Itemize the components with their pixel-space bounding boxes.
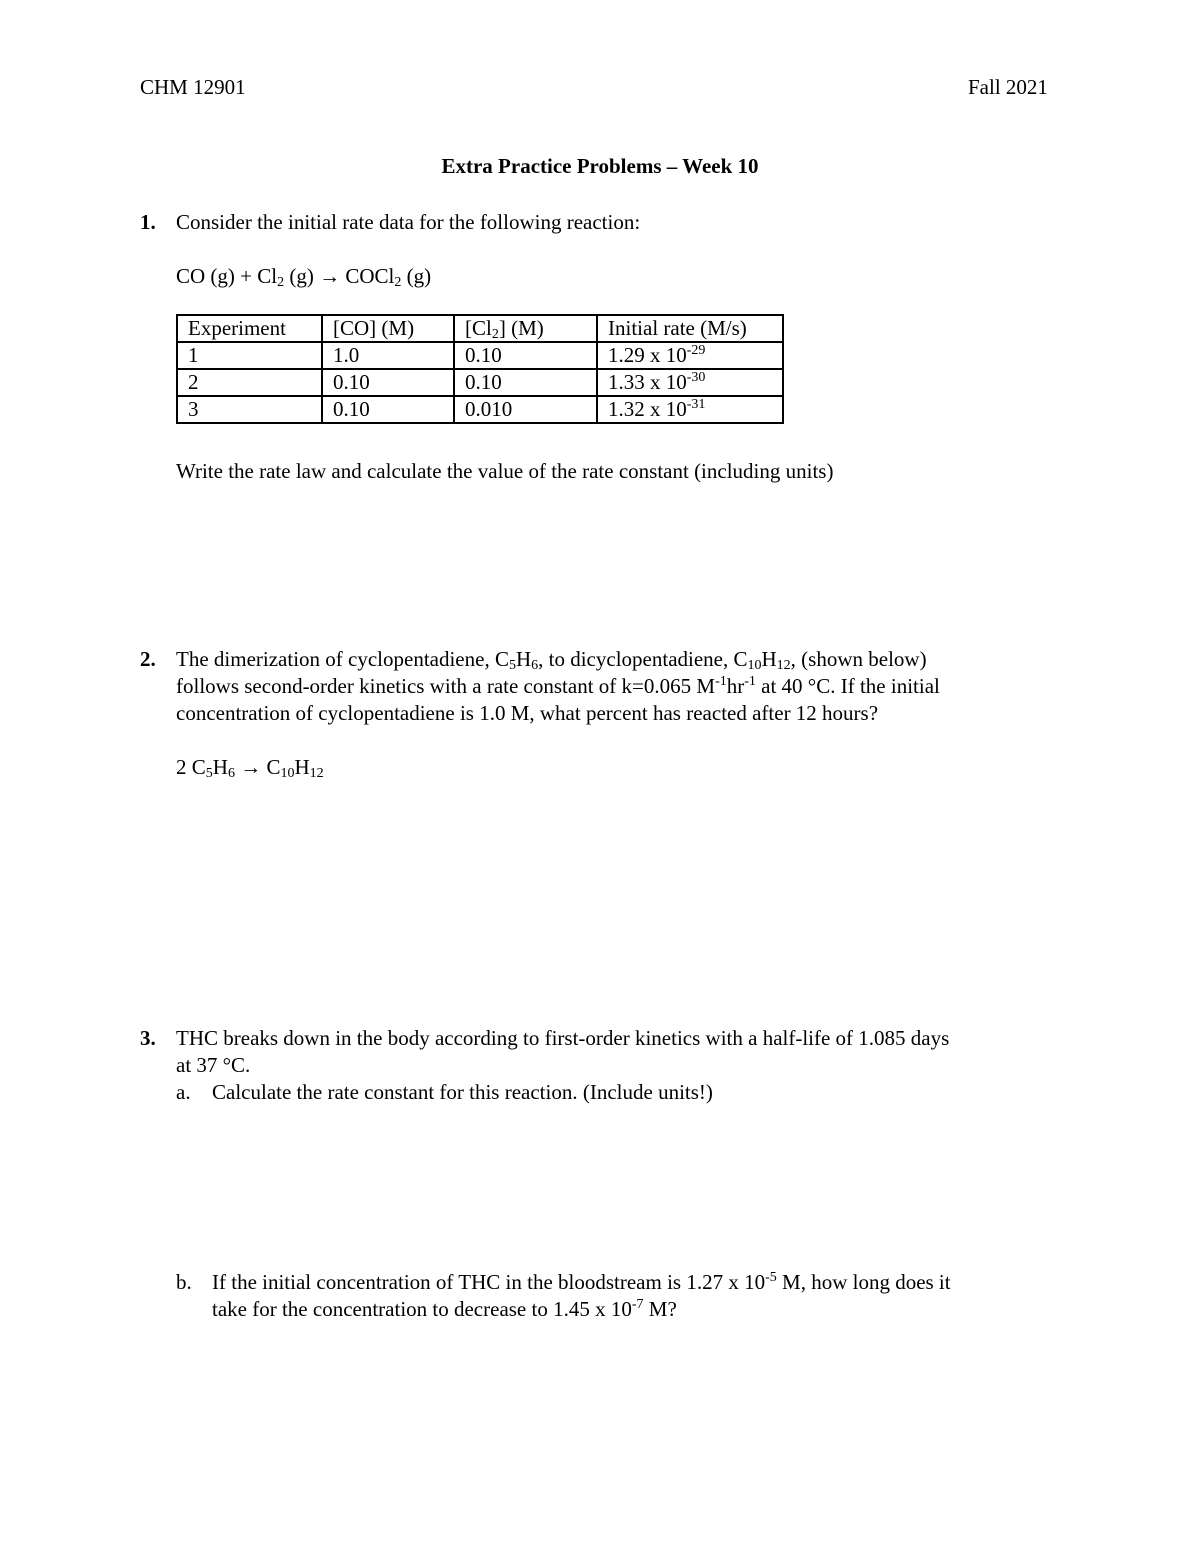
eq-subscript: 6 xyxy=(227,766,235,781)
question-3b-line-1 xyxy=(212,1269,951,1296)
eq-subscript: 2 xyxy=(277,275,285,290)
eq-part: C xyxy=(266,755,281,779)
text-part: take for the concentration to decrease to 1.45 x 10 xyxy=(212,1297,632,1321)
eq-subscript: 10 xyxy=(280,766,295,781)
table-header-row xyxy=(177,315,783,342)
text-part: M, how long does it xyxy=(776,1270,951,1294)
rate-mantissa: 1.33 x 10 xyxy=(608,370,687,394)
rate-exponent: -30 xyxy=(686,370,706,385)
text-part: H xyxy=(761,647,777,671)
cell-rate xyxy=(597,396,783,423)
rate-data-table xyxy=(176,314,784,424)
question-2-number: 2. xyxy=(140,647,156,671)
cell-rate xyxy=(597,342,783,369)
text-part: The dimerization of cyclopentadiene, C xyxy=(176,647,509,671)
eq-part: H xyxy=(212,755,228,779)
subscript: 5 xyxy=(508,658,516,673)
cell-experiment: 3 xyxy=(177,396,322,423)
rate-exponent: -31 xyxy=(686,397,706,412)
text-part: , (shown below) xyxy=(790,647,927,671)
rate-mantissa: 1.32 x 10 xyxy=(608,397,687,421)
text-part: If the initial concentration of THC in the bloodstream is 1.27 x 10 xyxy=(212,1270,766,1294)
page-title: Extra Practice Problems – Week 10 xyxy=(441,154,759,178)
question-2-line-3: concentration of cyclopentadiene is 1.0 M, what percent has reacted after 12 hours? xyxy=(176,701,879,725)
rate-mantissa: 1.29 x 10 xyxy=(608,343,687,367)
question-3a-label: a. xyxy=(176,1080,191,1104)
eq-part: CO (g) + Cl xyxy=(176,264,278,288)
question-1-prompt: Write the rate law and calculate the value of the rate constant (including units) xyxy=(176,459,834,483)
arrow-icon: → xyxy=(234,755,267,779)
cell-experiment: 2 xyxy=(177,369,322,396)
cell-co: 0.10 xyxy=(322,396,454,423)
cell-co: 0.10 xyxy=(322,369,454,396)
question-3-line-1: THC breaks down in the body according to first-order kinetics with a half-life of 1.085 days xyxy=(176,1026,950,1050)
question-3-number: 3. xyxy=(140,1026,156,1050)
course-code: CHM 12901 xyxy=(140,75,246,99)
text-part: at 40 °C. If the initial xyxy=(755,674,940,698)
header-rate: Initial rate (M/s) xyxy=(597,315,783,342)
cell-cl2: 0.10 xyxy=(454,369,597,396)
question-1-text: Consider the initial rate data for the following reaction: xyxy=(176,210,641,234)
header-cl2-sub: 2 xyxy=(491,327,499,342)
question-3b-line-2 xyxy=(212,1296,677,1323)
question-1-number: 1. xyxy=(140,210,156,234)
eq-part: COCl xyxy=(340,264,395,288)
text-part: H xyxy=(515,647,532,671)
eq-part: 2 C xyxy=(176,755,206,779)
eq-subscript: 12 xyxy=(309,766,324,781)
header-co: [CO] (M) xyxy=(322,315,454,342)
header-cl2-a: [Cl xyxy=(465,316,492,340)
question-1-equation xyxy=(176,263,431,290)
subscript: 10 xyxy=(747,658,762,673)
question-3-line-2: at 37 °C. xyxy=(176,1053,251,1077)
text-part: hr xyxy=(726,674,745,698)
header-experiment: Experiment xyxy=(177,315,322,342)
table-row xyxy=(177,342,783,369)
question-2-line-1 xyxy=(176,646,927,673)
superscript: -1 xyxy=(744,674,756,689)
question-2-equation xyxy=(176,754,324,781)
term: Fall 2021 xyxy=(968,75,1048,99)
cell-cl2: 0.10 xyxy=(454,342,597,369)
eq-part: H xyxy=(294,755,310,779)
cell-rate xyxy=(597,369,783,396)
cell-experiment: 1 xyxy=(177,342,322,369)
subscript: 6 xyxy=(531,658,539,673)
header-cl2-b: ] (M) xyxy=(498,316,544,340)
cell-co: 1.0 xyxy=(322,342,454,369)
eq-subscript: 5 xyxy=(205,766,213,781)
question-2-line-2 xyxy=(176,673,940,700)
superscript: -1 xyxy=(715,674,727,689)
text-part: M? xyxy=(643,1297,677,1321)
text-part: follows second-order kinetics with a rate constant of k=0.065 M xyxy=(176,674,716,698)
table-row xyxy=(177,369,783,396)
superscript: -7 xyxy=(631,1297,644,1312)
superscript: -5 xyxy=(765,1270,777,1285)
table-row xyxy=(177,396,783,423)
subscript: 12 xyxy=(776,658,791,673)
question-3b-label: b. xyxy=(176,1270,192,1294)
eq-part: (g) xyxy=(284,264,320,288)
arrow-icon: → xyxy=(319,264,341,288)
rate-exponent: -29 xyxy=(686,343,706,358)
cell-cl2: 0.010 xyxy=(454,396,597,423)
eq-part: (g) xyxy=(401,264,432,288)
header-cl2 xyxy=(454,315,597,342)
question-3a-text: Calculate the rate constant for this reaction. (Include units!) xyxy=(212,1080,713,1104)
eq-subscript: 2 xyxy=(394,275,402,290)
text-part: , to dicyclopentadiene, C xyxy=(538,647,748,671)
